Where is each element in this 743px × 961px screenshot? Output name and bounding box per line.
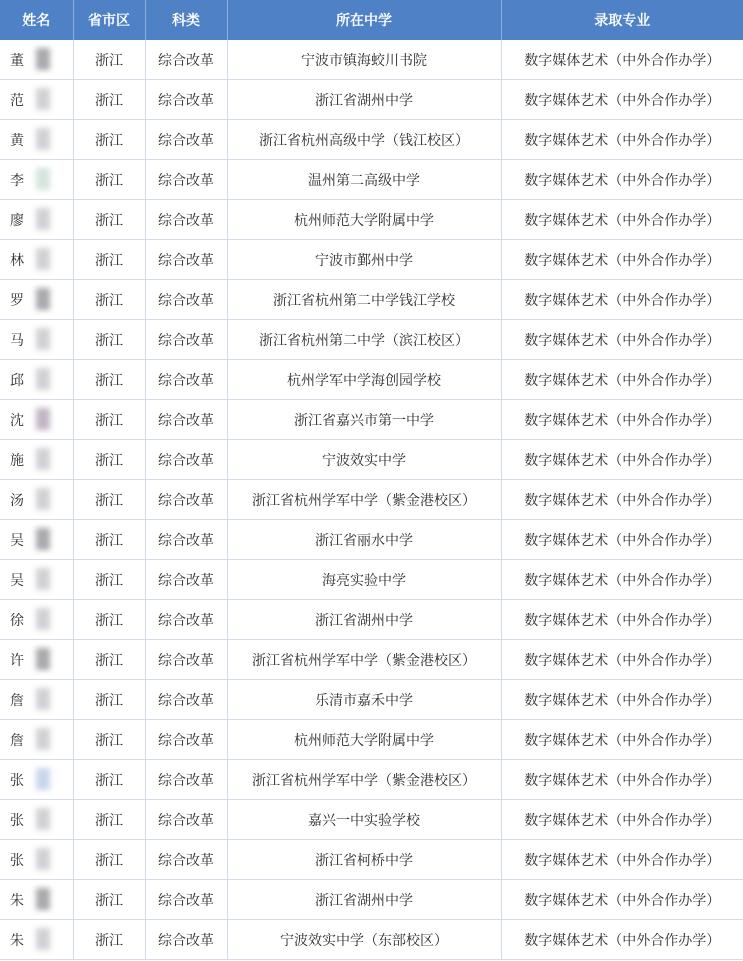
region-cell — [73, 120, 145, 160]
category-cell-text: 综合改革 — [158, 252, 214, 269]
school-cell — [227, 80, 501, 120]
region-cell — [73, 440, 145, 480]
name-cell-text: 董 — [10, 52, 24, 69]
major-cell-text: 数字媒体艺术（中外合作办学） — [524, 92, 721, 109]
category-cell — [145, 680, 227, 720]
redacted-name-mask — [36, 408, 50, 430]
name-cell-text: 朱 — [10, 892, 24, 909]
region-cell-text: 浙江 — [95, 892, 123, 909]
region-cell-text: 浙江 — [95, 732, 123, 749]
name-cell — [0, 560, 73, 600]
table-row — [0, 240, 743, 280]
name-cell-text: 张 — [10, 852, 24, 869]
school-cell-text: 浙江省杭州学军中学（紫金港校区） — [252, 772, 476, 789]
school-cell — [227, 360, 501, 400]
category-cell-text: 综合改革 — [158, 212, 214, 229]
table-row — [0, 920, 743, 960]
region-cell — [73, 600, 145, 640]
redacted-name-mask — [36, 848, 50, 870]
region-cell-text: 浙江 — [95, 652, 123, 669]
category-cell-text: 综合改革 — [158, 652, 214, 669]
region-cell-text: 浙江 — [95, 212, 123, 229]
region-cell — [73, 560, 145, 600]
table-row — [0, 40, 743, 80]
redacted-name-mask — [36, 248, 50, 270]
name-cell — [0, 400, 73, 440]
category-cell-text: 综合改革 — [158, 92, 214, 109]
major-cell-text: 数字媒体艺术（中外合作办学） — [524, 292, 721, 309]
region-cell-text: 浙江 — [95, 612, 123, 629]
school-cell — [227, 280, 501, 320]
region-cell — [73, 640, 145, 680]
redacted-name-mask — [36, 288, 50, 310]
header-row — [0, 0, 743, 40]
header-region: 省市区 — [73, 0, 145, 40]
table-body — [0, 40, 743, 960]
name-cell — [0, 200, 73, 240]
table-row — [0, 560, 743, 600]
major-cell-text: 数字媒体艺术（中外合作办学） — [524, 492, 721, 509]
school-cell-text: 杭州师范大学附属中学 — [294, 732, 434, 749]
name-cell — [0, 760, 73, 800]
region-cell-text: 浙江 — [95, 132, 123, 149]
major-cell-text: 数字媒体艺术（中外合作办学） — [524, 852, 721, 869]
school-cell — [227, 640, 501, 680]
category-cell-text: 综合改革 — [158, 532, 214, 549]
name-cell-text: 詹 — [10, 692, 24, 709]
school-cell — [227, 760, 501, 800]
name-cell — [0, 360, 73, 400]
name-cell-text: 廖 — [10, 212, 24, 229]
category-cell — [145, 200, 227, 240]
name-cell-text: 沈 — [10, 412, 24, 429]
major-cell-text: 数字媒体艺术（中外合作办学） — [524, 132, 721, 149]
major-cell — [501, 800, 743, 840]
school-cell — [227, 320, 501, 360]
name-cell — [0, 440, 73, 480]
redacted-name-mask — [36, 568, 50, 590]
school-cell-text: 嘉兴一中实验学校 — [308, 812, 420, 829]
name-cell — [0, 160, 73, 200]
major-cell-text: 数字媒体艺术（中外合作办学） — [524, 932, 721, 949]
name-cell — [0, 600, 73, 640]
category-cell-text: 综合改革 — [158, 772, 214, 789]
redacted-name-mask — [36, 168, 50, 190]
category-cell-text: 综合改革 — [158, 292, 214, 309]
name-cell — [0, 480, 73, 520]
school-cell — [227, 240, 501, 280]
name-cell-text: 许 — [10, 652, 24, 669]
name-cell — [0, 280, 73, 320]
table-row — [0, 520, 743, 560]
major-cell — [501, 240, 743, 280]
category-cell — [145, 720, 227, 760]
table-row — [0, 440, 743, 480]
school-cell — [227, 560, 501, 600]
school-cell-text: 浙江省杭州学军中学（紫金港校区） — [252, 492, 476, 509]
major-cell-text: 数字媒体艺术（中外合作办学） — [524, 732, 721, 749]
region-cell-text: 浙江 — [95, 772, 123, 789]
region-cell-text: 浙江 — [95, 412, 123, 429]
name-cell — [0, 640, 73, 680]
major-cell — [501, 280, 743, 320]
name-cell-text: 林 — [10, 252, 24, 269]
major-cell — [501, 480, 743, 520]
redacted-name-mask — [36, 888, 50, 910]
category-cell-text: 综合改革 — [158, 332, 214, 349]
major-cell-text: 数字媒体艺术（中外合作办学） — [524, 252, 721, 269]
name-cell — [0, 80, 73, 120]
school-cell — [227, 600, 501, 640]
table-row — [0, 480, 743, 520]
major-cell-text: 数字媒体艺术（中外合作办学） — [524, 372, 721, 389]
region-cell — [73, 40, 145, 80]
redacted-name-mask — [36, 368, 50, 390]
school-cell — [227, 120, 501, 160]
school-cell — [227, 880, 501, 920]
major-cell — [501, 680, 743, 720]
major-cell — [501, 160, 743, 200]
name-cell — [0, 720, 73, 760]
category-cell — [145, 560, 227, 600]
name-cell-text: 邱 — [10, 372, 24, 389]
region-cell — [73, 760, 145, 800]
major-cell — [501, 640, 743, 680]
category-cell — [145, 320, 227, 360]
region-cell — [73, 920, 145, 960]
school-cell — [227, 800, 501, 840]
major-cell — [501, 760, 743, 800]
school-cell-text: 乐清市嘉禾中学 — [315, 692, 413, 709]
school-cell — [227, 840, 501, 880]
region-cell — [73, 400, 145, 440]
school-cell-text: 温州第二高级中学 — [308, 172, 420, 189]
region-cell-text: 浙江 — [95, 172, 123, 189]
name-cell-text: 黄 — [10, 132, 24, 149]
major-cell — [501, 200, 743, 240]
major-cell-text: 数字媒体艺术（中外合作办学） — [524, 892, 721, 909]
category-cell — [145, 840, 227, 880]
table-row — [0, 800, 743, 840]
table-row — [0, 840, 743, 880]
major-cell — [501, 320, 743, 360]
school-cell-text: 浙江省湖州中学 — [315, 612, 413, 629]
name-cell-text: 汤 — [10, 492, 24, 509]
category-cell — [145, 360, 227, 400]
name-cell — [0, 40, 73, 80]
school-cell-text: 宁波市鄞州中学 — [315, 252, 413, 269]
name-cell-text: 吴 — [10, 532, 24, 549]
category-cell-text: 综合改革 — [158, 452, 214, 469]
category-cell-text: 综合改革 — [158, 492, 214, 509]
region-cell — [73, 880, 145, 920]
category-cell-text: 综合改革 — [158, 612, 214, 629]
region-cell-text: 浙江 — [95, 572, 123, 589]
category-cell — [145, 440, 227, 480]
table-header — [0, 0, 743, 40]
major-cell — [501, 360, 743, 400]
category-cell — [145, 760, 227, 800]
redacted-name-mask — [36, 768, 50, 790]
school-cell-text: 海亮实验中学 — [322, 572, 406, 589]
name-cell-text: 吴 — [10, 572, 24, 589]
region-cell — [73, 720, 145, 760]
header-name: 姓名 — [0, 0, 73, 40]
name-cell — [0, 680, 73, 720]
redacted-name-mask — [36, 128, 50, 150]
category-cell-text: 综合改革 — [158, 372, 214, 389]
major-cell — [501, 40, 743, 80]
name-cell-text: 李 — [10, 172, 24, 189]
region-cell-text: 浙江 — [95, 932, 123, 949]
name-cell-text: 詹 — [10, 732, 24, 749]
region-cell — [73, 320, 145, 360]
region-cell-text: 浙江 — [95, 692, 123, 709]
category-cell — [145, 120, 227, 160]
header-school: 所在中学 — [227, 0, 501, 40]
school-cell-text: 浙江省杭州第二中学（滨江校区） — [259, 332, 469, 349]
name-cell-text: 范 — [10, 92, 24, 109]
school-cell — [227, 400, 501, 440]
region-cell-text: 浙江 — [95, 252, 123, 269]
category-cell — [145, 280, 227, 320]
header-major: 录取专业 — [501, 0, 743, 40]
name-cell — [0, 320, 73, 360]
category-cell-text: 综合改革 — [158, 812, 214, 829]
major-cell — [501, 600, 743, 640]
major-cell — [501, 720, 743, 760]
region-cell-text: 浙江 — [95, 52, 123, 69]
major-cell — [501, 400, 743, 440]
school-cell-text: 杭州学军中学海创园学校 — [287, 372, 441, 389]
major-cell-text: 数字媒体艺术（中外合作办学） — [524, 532, 721, 549]
category-cell — [145, 520, 227, 560]
category-cell — [145, 920, 227, 960]
major-cell-text: 数字媒体艺术（中外合作办学） — [524, 212, 721, 229]
category-cell — [145, 40, 227, 80]
redacted-name-mask — [36, 728, 50, 750]
name-cell — [0, 800, 73, 840]
region-cell — [73, 520, 145, 560]
table-row — [0, 120, 743, 160]
category-cell-text: 综合改革 — [158, 572, 214, 589]
name-cell-text: 朱 — [10, 932, 24, 949]
category-cell-text: 综合改革 — [158, 52, 214, 69]
redacted-name-mask — [36, 48, 50, 70]
redacted-name-mask — [36, 608, 50, 630]
category-cell — [145, 160, 227, 200]
school-cell-text: 宁波效实中学（东部校区） — [280, 932, 448, 949]
header-category: 科类 — [145, 0, 227, 40]
school-cell-text: 宁波效实中学 — [322, 452, 406, 469]
name-cell-text: 张 — [10, 772, 24, 789]
category-cell — [145, 800, 227, 840]
table-row — [0, 400, 743, 440]
table-row — [0, 880, 743, 920]
redacted-name-mask — [36, 808, 50, 830]
major-cell — [501, 840, 743, 880]
name-cell — [0, 920, 73, 960]
region-cell — [73, 200, 145, 240]
school-cell-text: 杭州师范大学附属中学 — [294, 212, 434, 229]
major-cell-text: 数字媒体艺术（中外合作办学） — [524, 172, 721, 189]
table-row — [0, 280, 743, 320]
school-cell-text: 浙江省湖州中学 — [315, 92, 413, 109]
region-cell-text: 浙江 — [95, 812, 123, 829]
category-cell — [145, 480, 227, 520]
major-cell — [501, 120, 743, 160]
major-cell — [501, 880, 743, 920]
region-cell-text: 浙江 — [95, 532, 123, 549]
major-cell-text: 数字媒体艺术（中外合作办学） — [524, 652, 721, 669]
major-cell-text: 数字媒体艺术（中外合作办学） — [524, 772, 721, 789]
redacted-name-mask — [36, 528, 50, 550]
category-cell-text: 综合改革 — [158, 692, 214, 709]
table-row — [0, 360, 743, 400]
school-cell — [227, 440, 501, 480]
name-cell-text: 罗 — [10, 292, 24, 309]
region-cell — [73, 800, 145, 840]
table-row — [0, 720, 743, 760]
category-cell-text: 综合改革 — [158, 932, 214, 949]
region-cell — [73, 680, 145, 720]
table-row — [0, 600, 743, 640]
name-cell-text: 施 — [10, 452, 24, 469]
school-cell-text: 浙江省丽水中学 — [315, 532, 413, 549]
region-cell — [73, 360, 145, 400]
name-cell — [0, 880, 73, 920]
redacted-name-mask — [36, 488, 50, 510]
major-cell-text: 数字媒体艺术（中外合作办学） — [524, 332, 721, 349]
school-cell-text: 浙江省嘉兴市第一中学 — [294, 412, 434, 429]
table-row — [0, 680, 743, 720]
category-cell-text: 综合改革 — [158, 172, 214, 189]
region-cell — [73, 160, 145, 200]
school-cell-text: 浙江省湖州中学 — [315, 892, 413, 909]
name-cell — [0, 120, 73, 160]
name-cell — [0, 840, 73, 880]
table-row — [0, 200, 743, 240]
category-cell-text: 综合改革 — [158, 892, 214, 909]
region-cell — [73, 840, 145, 880]
major-cell-text: 数字媒体艺术（中外合作办学） — [524, 612, 721, 629]
school-cell-text: 浙江省杭州第二中学钱江学校 — [273, 292, 455, 309]
school-cell-text: 浙江省杭州学军中学（紫金港校区） — [252, 652, 476, 669]
name-cell-text: 马 — [10, 332, 24, 349]
redacted-name-mask — [36, 688, 50, 710]
table-row — [0, 320, 743, 360]
region-cell-text: 浙江 — [95, 492, 123, 509]
redacted-name-mask — [36, 88, 50, 110]
school-cell — [227, 160, 501, 200]
major-cell-text: 数字媒体艺术（中外合作办学） — [524, 412, 721, 429]
category-cell — [145, 640, 227, 680]
table-row — [0, 640, 743, 680]
school-cell — [227, 720, 501, 760]
redacted-name-mask — [36, 928, 50, 950]
major-cell — [501, 560, 743, 600]
category-cell-text: 综合改革 — [158, 852, 214, 869]
major-cell-text: 数字媒体艺术（中外合作办学） — [524, 52, 721, 69]
major-cell-text: 数字媒体艺术（中外合作办学） — [524, 572, 721, 589]
major-cell-text: 数字媒体艺术（中外合作办学） — [524, 692, 721, 709]
redacted-name-mask — [36, 448, 50, 470]
category-cell-text: 综合改革 — [158, 412, 214, 429]
redacted-name-mask — [36, 208, 50, 230]
major-cell — [501, 440, 743, 480]
major-cell — [501, 520, 743, 560]
major-cell-text: 数字媒体艺术（中外合作办学） — [524, 812, 721, 829]
major-cell — [501, 920, 743, 960]
name-cell — [0, 520, 73, 560]
region-cell-text: 浙江 — [95, 92, 123, 109]
region-cell — [73, 480, 145, 520]
category-cell — [145, 240, 227, 280]
table-row — [0, 160, 743, 200]
school-cell — [227, 680, 501, 720]
school-cell — [227, 520, 501, 560]
major-cell — [501, 80, 743, 120]
category-cell — [145, 80, 227, 120]
name-cell-text: 张 — [10, 812, 24, 829]
school-cell — [227, 200, 501, 240]
redacted-name-mask — [36, 648, 50, 670]
region-cell — [73, 240, 145, 280]
school-cell — [227, 480, 501, 520]
table-row — [0, 760, 743, 800]
region-cell-text: 浙江 — [95, 292, 123, 309]
school-cell-text: 宁波市镇海蛟川书院 — [301, 52, 427, 69]
name-cell — [0, 240, 73, 280]
school-cell-text: 浙江省杭州高级中学（钱江校区） — [259, 132, 469, 149]
category-cell-text: 综合改革 — [158, 732, 214, 749]
region-cell-text: 浙江 — [95, 852, 123, 869]
region-cell-text: 浙江 — [95, 452, 123, 469]
redacted-name-mask — [36, 328, 50, 350]
major-cell-text: 数字媒体艺术（中外合作办学） — [524, 452, 721, 469]
school-cell — [227, 920, 501, 960]
region-cell — [73, 80, 145, 120]
table-row — [0, 80, 743, 120]
name-cell-text: 徐 — [10, 612, 24, 629]
region-cell-text: 浙江 — [95, 372, 123, 389]
category-cell — [145, 880, 227, 920]
school-cell — [227, 40, 501, 80]
category-cell — [145, 600, 227, 640]
category-cell-text: 综合改革 — [158, 132, 214, 149]
school-cell-text: 浙江省柯桥中学 — [315, 852, 413, 869]
region-cell-text: 浙江 — [95, 332, 123, 349]
category-cell — [145, 400, 227, 440]
region-cell — [73, 280, 145, 320]
